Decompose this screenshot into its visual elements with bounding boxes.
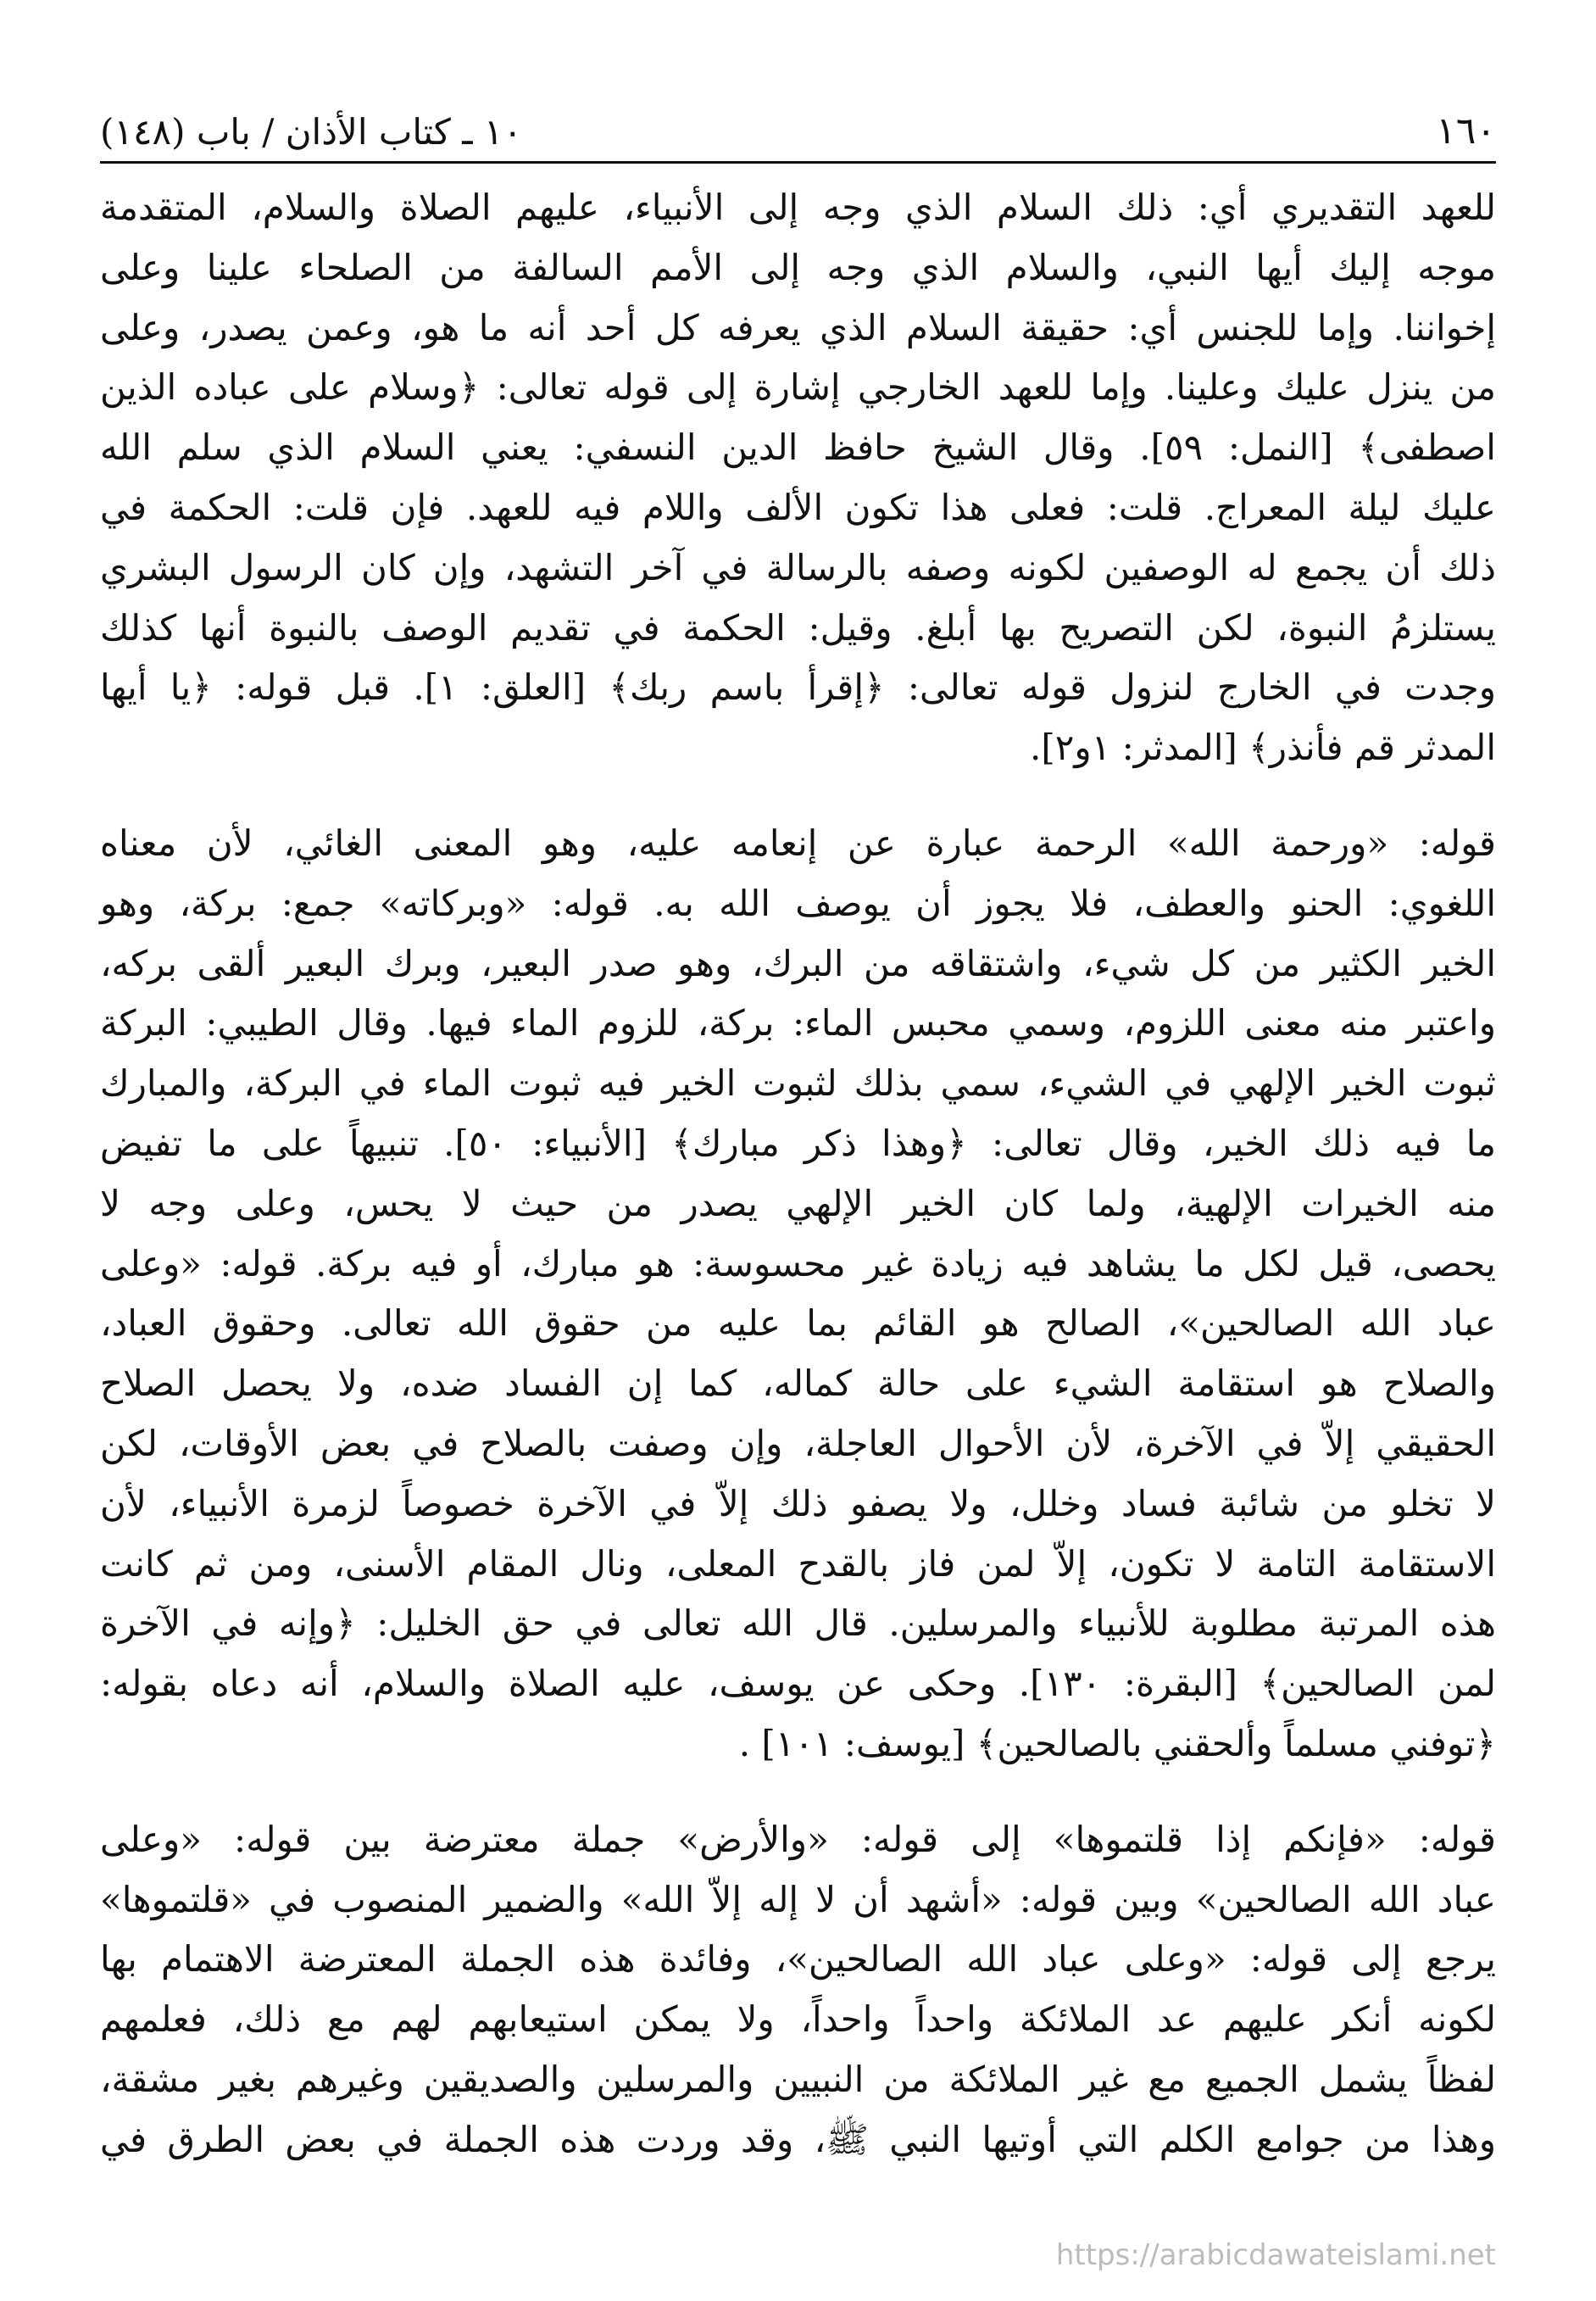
text-line: عباد الله الصالحين»، الصالح هو القائم بما عليه من حقوق الله تعالى. وحقوق العباد،: [100, 1302, 1496, 1345]
paragraph-1: [100, 178, 1496, 778]
text-line: لمن الصالحين﴾ [البقرة: ١٣٠]. وحكى عن يوسف، عليه الصلاة والسلام، أنه دعاه بقوله:: [100, 1663, 1496, 1705]
text-line: لفظاً يشمل الجميع مع غير الملائكة من النبيين والمرسلين والصديقين وغيرهم بغير مشقة،: [100, 2058, 1496, 2100]
page-header: [100, 93, 1496, 153]
text-line: إخواننا. وإما للجنس أي: حقيقة السلام الذي يعرفه كل أحد أنه ما هو، وعمن يصدر، وعلى: [100, 306, 1496, 348]
text-line: موجه إليك أيها النبي، والسلام الذي وجه إلى الأمم السالفة من الصلحاء علينا وعلى: [100, 246, 1496, 288]
running-title: ١٠ ـ كتاب الأذان / باب (١٤٨): [100, 111, 523, 153]
text-line: قوله: «فإنكم إذا قلتموها» إلى قوله: «والأرض» جملة معترضة بين قوله: «وعلى: [100, 1818, 1496, 1860]
text-line: ذلك أن يجمع له الوصفين لكونه وصفه بالرسالة في آخر التشهد، وإن كان الرسول البشري: [100, 546, 1496, 588]
text-line: المدثر قم فأنذر﴾ [المدثر: ١و٢].: [1030, 727, 1496, 769]
text-line: ما فيه ذلك الخير، وقال تعالى: ﴿وهذا ذكر مبارك﴾ [الأنبياء: ٥٠]. تنبيهاً على ما تفيض: [100, 1122, 1496, 1164]
text-line: منه الخيرات الإلهية، ولما كان الخير الإلهي يصدر من حيث لا يحس، وعلى وجه لا: [100, 1182, 1496, 1224]
text-line: عباد الله الصالحين» وبين قوله: «أشهد أن لا إله إلاّ الله» والضمير المنصوب في «قلتموها»: [100, 1878, 1496, 1920]
text-line: ﴿توفني مسلماً وألحقني بالصالحين﴾ [يوسف: ١٠١] .: [738, 1722, 1496, 1764]
text-line: واعتبر منه معنى اللزوم، وسمي محبس الماء: بركة، للزوم الماء فيها. وقال الطيبي: البركة: [100, 1002, 1496, 1045]
text-line: اللغوي: الحنو والعطف، فلا يجوز أن يوصف الله به. قوله: «وبركاته» جمع: بركة، وهو: [100, 882, 1496, 924]
text-line: الحقيقي إلاّ في الآخرة، لأن الأحوال العاجلة، وإن وصفت بالصلاح في بعض الأوقات، لكن: [100, 1422, 1496, 1464]
text-line: للعهد التقديري أي: ذلك السلام الذي وجه إلى الأنبياء، عليهم الصلاة والسلام، المتقدمة: [100, 187, 1496, 228]
text-line: وجدت في الخارج لنزول قوله تعالى: ﴿إقرأ باسم ربك﴾ [العلق: ١]. قبل قوله: ﴿يا أيها: [100, 666, 1496, 709]
paragraph-2: [100, 814, 1496, 1774]
text-line: عليك ليلة المعراج. قلت: فعلى هذا تكون الألف واللام فيه للعهد. فإن قلت: الحكمة في: [100, 486, 1496, 528]
text-line: والصلاح هو استقامة الشيء على حالة كماله، كما إن الفساد ضده، ولا يحصل الصلاح: [100, 1362, 1496, 1405]
text-line: اصطفى﴾ [النمل: ٥٩]. وقال الشيخ حافظ الدين النسفي: يعني السلام الذي سلم الله: [100, 426, 1496, 469]
text-line: من ينزل عليك وعلينا. وإما للعهد الخارجي إشارة إلى قوله تعالى: ﴿وسلام على عباده الذين: [100, 366, 1496, 409]
text-line: يحصى، قيل لكل ما يشاهد فيه زيادة غير محسوسة: هو مبارك، أو فيه بركة. قوله: «وعلى: [100, 1242, 1496, 1284]
text-line: الاستقامة التامة لا تكون، إلاّ لمن فاز بالقدح المعلى، ونال المقام الأسنى، ومن ثم كانت: [100, 1542, 1496, 1585]
text-line: يرجع إلى قوله: «وعلى عباد الله الصالحين»، وفائدة هذه الجملة المعترضة الاهتمام بها: [100, 1938, 1496, 1981]
text-line: قوله: «ورحمة الله» الرحمة عبارة عن إنعامه عليه، وهو المعنى الغائي، لأن معناه: [100, 822, 1496, 864]
watermark-url: https://arabicdawateislami.net: [1055, 2238, 1496, 2272]
text-line: وهذا من جوامع الكلم التي أوتيها النبي ﷺ، وقد وردت هذه الجملة في بعض الطرق في: [100, 2118, 1496, 2160]
text-line: هذه المرتبة مطلوبة للأنبياء والمرسلين. قال الله تعالى في حق الخليل: ﴿وإنه في الآخرة: [100, 1602, 1496, 1645]
page-number: ١٦٠: [1436, 109, 1496, 153]
text-line: ثبوت الخير الإلهي في الشيء، سمي بذلك لثبوت الخير فيه ثبوت الماء في البركة، والمبارك: [100, 1062, 1496, 1105]
paragraph-3: [100, 1810, 1496, 2170]
page-body: [100, 178, 1496, 2170]
header-divider: [100, 161, 1496, 164]
text-line: الخير الكثير من كل شيء، واشتقاقه من البرك، وهو صدر البعير، وبرك البعير ألقى بركه،: [100, 942, 1496, 984]
text-line: لكونه أنكر عليهم عد الملائكة واحداً واحداً، ولا يمكن استيعابهم لهم مع ذلك، فعلمهم: [100, 1998, 1496, 2041]
text-line: يستلزمُ النبوة، لكن التصريح بها أبلغ. وقيل: الحكمة في تقديم الوصف بالنبوة أنها كذلك: [100, 606, 1496, 649]
text-line: لا تخلو من شائبة فساد وخلل، ولا يصفو ذلك إلاّ في الآخرة خصوصاً لزمرة الأنبياء، لأن: [100, 1482, 1496, 1524]
